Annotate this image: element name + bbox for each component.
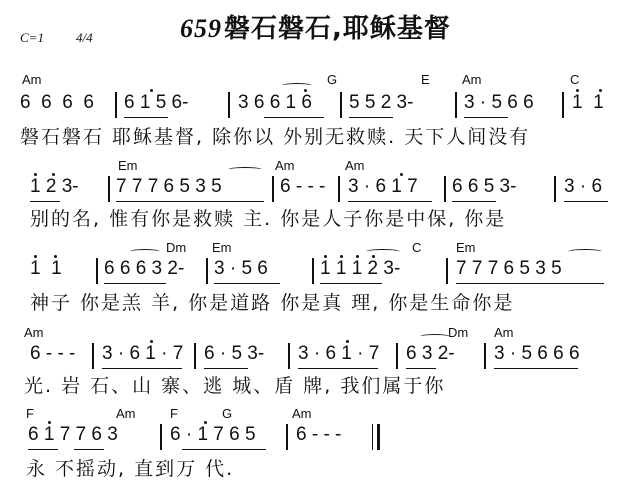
song-number: 659: [180, 14, 222, 43]
high-octave-dot: [304, 89, 307, 92]
high-octave-dot: [576, 89, 579, 92]
notation-row: [0, 258, 640, 282]
chord: Em: [212, 240, 232, 255]
barline: [160, 424, 162, 450]
barline: [338, 176, 340, 202]
slur: [568, 249, 602, 254]
chord: F: [26, 406, 34, 421]
notes-measure: 6 · 5 3-: [204, 343, 265, 364]
underline-beam: [464, 117, 508, 118]
lyric-text: 永 不摇动, 直到万 代.: [26, 458, 235, 480]
underline-beam: [182, 449, 266, 450]
chord: C: [570, 72, 580, 87]
notation-row: [0, 92, 640, 116]
barline: [108, 176, 110, 202]
underline-beam: [264, 117, 324, 118]
notes-measure: 6 - - -: [280, 176, 326, 197]
high-octave-dot: [34, 173, 37, 176]
high-octave-dot: [150, 340, 153, 343]
underline-beam: [406, 368, 436, 369]
notes-measure: 3 · 6: [564, 176, 603, 197]
notes-measure: 6 6 6 3 2-: [104, 258, 185, 279]
underline-beam: [30, 201, 60, 202]
underline-beam: [124, 117, 168, 118]
high-octave-dot: [340, 255, 343, 258]
underline-beam: [298, 368, 378, 369]
lyric-row: [0, 371, 640, 395]
high-octave-dot: [346, 340, 349, 343]
underline-beam: [494, 368, 578, 369]
barline: [446, 258, 448, 284]
lyric-row: [0, 122, 640, 146]
notes-measure: 3 · 6 1 7: [348, 176, 418, 197]
notes-measure: 3 · 5 6 6 6: [494, 343, 580, 364]
high-octave-dot: [599, 89, 602, 92]
chord: Am: [24, 325, 44, 340]
notes-measure: 7 7 7 6 5 3 5: [116, 176, 222, 197]
underline-beam: [348, 201, 432, 202]
barline: [484, 343, 486, 369]
lyric-text: 神子 你是羔 羊, 你是道路 你是真 理, 你是生命你是: [30, 292, 515, 314]
underline-beam: [452, 201, 496, 202]
barline: [455, 92, 457, 118]
barline: [115, 92, 117, 118]
notes-measure: 6 · 1 7 6 5: [170, 424, 256, 445]
underline-beam: [102, 368, 182, 369]
chord: Am: [345, 158, 365, 173]
lyric-text: 磐石磐石 耶稣基督, 除你以 外别无救赎. 天下人间没有: [20, 126, 531, 148]
chord: Am: [116, 406, 136, 421]
notes-measure: 3 6 6 1 6: [238, 92, 312, 113]
high-octave-dot: [52, 173, 55, 176]
notes-measure: 7 7 7 6 5 3 5: [456, 258, 562, 279]
lyric-row: [0, 454, 640, 478]
chord: C: [412, 240, 422, 255]
slur: [228, 167, 262, 172]
barline: [340, 92, 342, 118]
chord: Am: [462, 72, 482, 87]
underline-beam: [214, 283, 280, 284]
underline-beam: [74, 449, 104, 450]
high-octave-dot: [324, 255, 327, 258]
notes-measure: 5 5 2 3-: [349, 92, 414, 113]
barline: [92, 343, 94, 369]
notes-measure: 1 1: [572, 92, 604, 113]
chord: G: [222, 406, 233, 421]
underline-beam: [456, 283, 604, 284]
barline: [312, 258, 314, 284]
chord: Dm: [448, 325, 469, 340]
lyric-text: 别的名, 惟有你是救赎 主. 你是人子你是中保, 你是: [30, 208, 507, 230]
chord: Am: [22, 72, 42, 87]
notes-measure: 6 3 2-: [406, 343, 455, 364]
barline: [228, 92, 230, 118]
barline: [286, 424, 288, 450]
song-title-text: 磐石磐石,耶稣基督: [224, 14, 451, 44]
notes-measure: 3 · 6 1 · 7: [298, 343, 380, 364]
chord: F: [170, 406, 178, 421]
underline-beam: [349, 117, 393, 118]
high-octave-dot: [356, 255, 359, 258]
high-octave-dot: [54, 255, 57, 258]
slur: [130, 249, 160, 254]
notes-measure: 6 1 7 7 6 3: [28, 424, 118, 445]
barline: [554, 176, 556, 202]
notes-measure: 3 · 5 6: [214, 258, 268, 279]
underline-beam: [116, 201, 264, 202]
barline: [562, 92, 564, 118]
underline-beam: [104, 283, 166, 284]
chord: Em: [118, 158, 138, 173]
chord: Em: [456, 240, 476, 255]
notation-row: [0, 424, 640, 448]
barline: [206, 258, 208, 284]
key-signature: C=1: [20, 30, 44, 45]
chord: Am: [292, 406, 312, 421]
lyric-row: [0, 204, 640, 228]
chord: E: [421, 72, 430, 87]
underline-beam: [204, 368, 248, 369]
barline: [194, 343, 196, 369]
barline: [444, 176, 446, 202]
barline: [272, 176, 274, 202]
notation-row: [0, 176, 640, 200]
slur: [282, 83, 312, 88]
underline-beam: [28, 449, 58, 450]
high-octave-dot: [34, 255, 37, 258]
notes-measure: 6 - - -: [30, 343, 76, 364]
notes-measure: 1 1 1 2 3-: [320, 258, 401, 279]
underline-beam: [564, 201, 608, 202]
high-octave-dot: [204, 421, 207, 424]
chord: Am: [494, 325, 514, 340]
notes-measure: 1 1: [30, 258, 62, 279]
chord: Am: [275, 158, 295, 173]
barline: [96, 258, 98, 284]
underline-beam: [320, 283, 382, 284]
notes-measure: 6 1 5 6-: [124, 92, 189, 113]
notes-measure: 6 6 6 6: [20, 92, 94, 113]
notes-measure: 6 6 5 3-: [452, 176, 517, 197]
high-octave-dot: [48, 421, 51, 424]
chord: Dm: [166, 240, 187, 255]
slur: [366, 249, 400, 254]
time-signature: 4/4: [76, 30, 93, 45]
song-title: [180, 8, 451, 45]
barline: [288, 343, 290, 369]
high-octave-dot: [400, 173, 403, 176]
notation-row: [0, 343, 640, 367]
high-octave-dot: [372, 255, 375, 258]
notes-measure: 1 2 3-: [30, 176, 79, 197]
high-octave-dot: [150, 89, 153, 92]
slur: [420, 334, 450, 339]
lyric-row: [0, 288, 640, 312]
barline: [396, 343, 398, 369]
notes-measure: 6 - - -: [296, 424, 342, 445]
notes-measure: 3 · 6 1 · 7: [102, 343, 184, 364]
final-barline: [372, 424, 380, 450]
chord: G: [327, 72, 338, 87]
notes-measure: 3 · 5 6 6: [464, 92, 534, 113]
lyric-text: 光. 岩 石、山 寨、逃 城、盾 牌, 我们属于你: [24, 375, 446, 397]
